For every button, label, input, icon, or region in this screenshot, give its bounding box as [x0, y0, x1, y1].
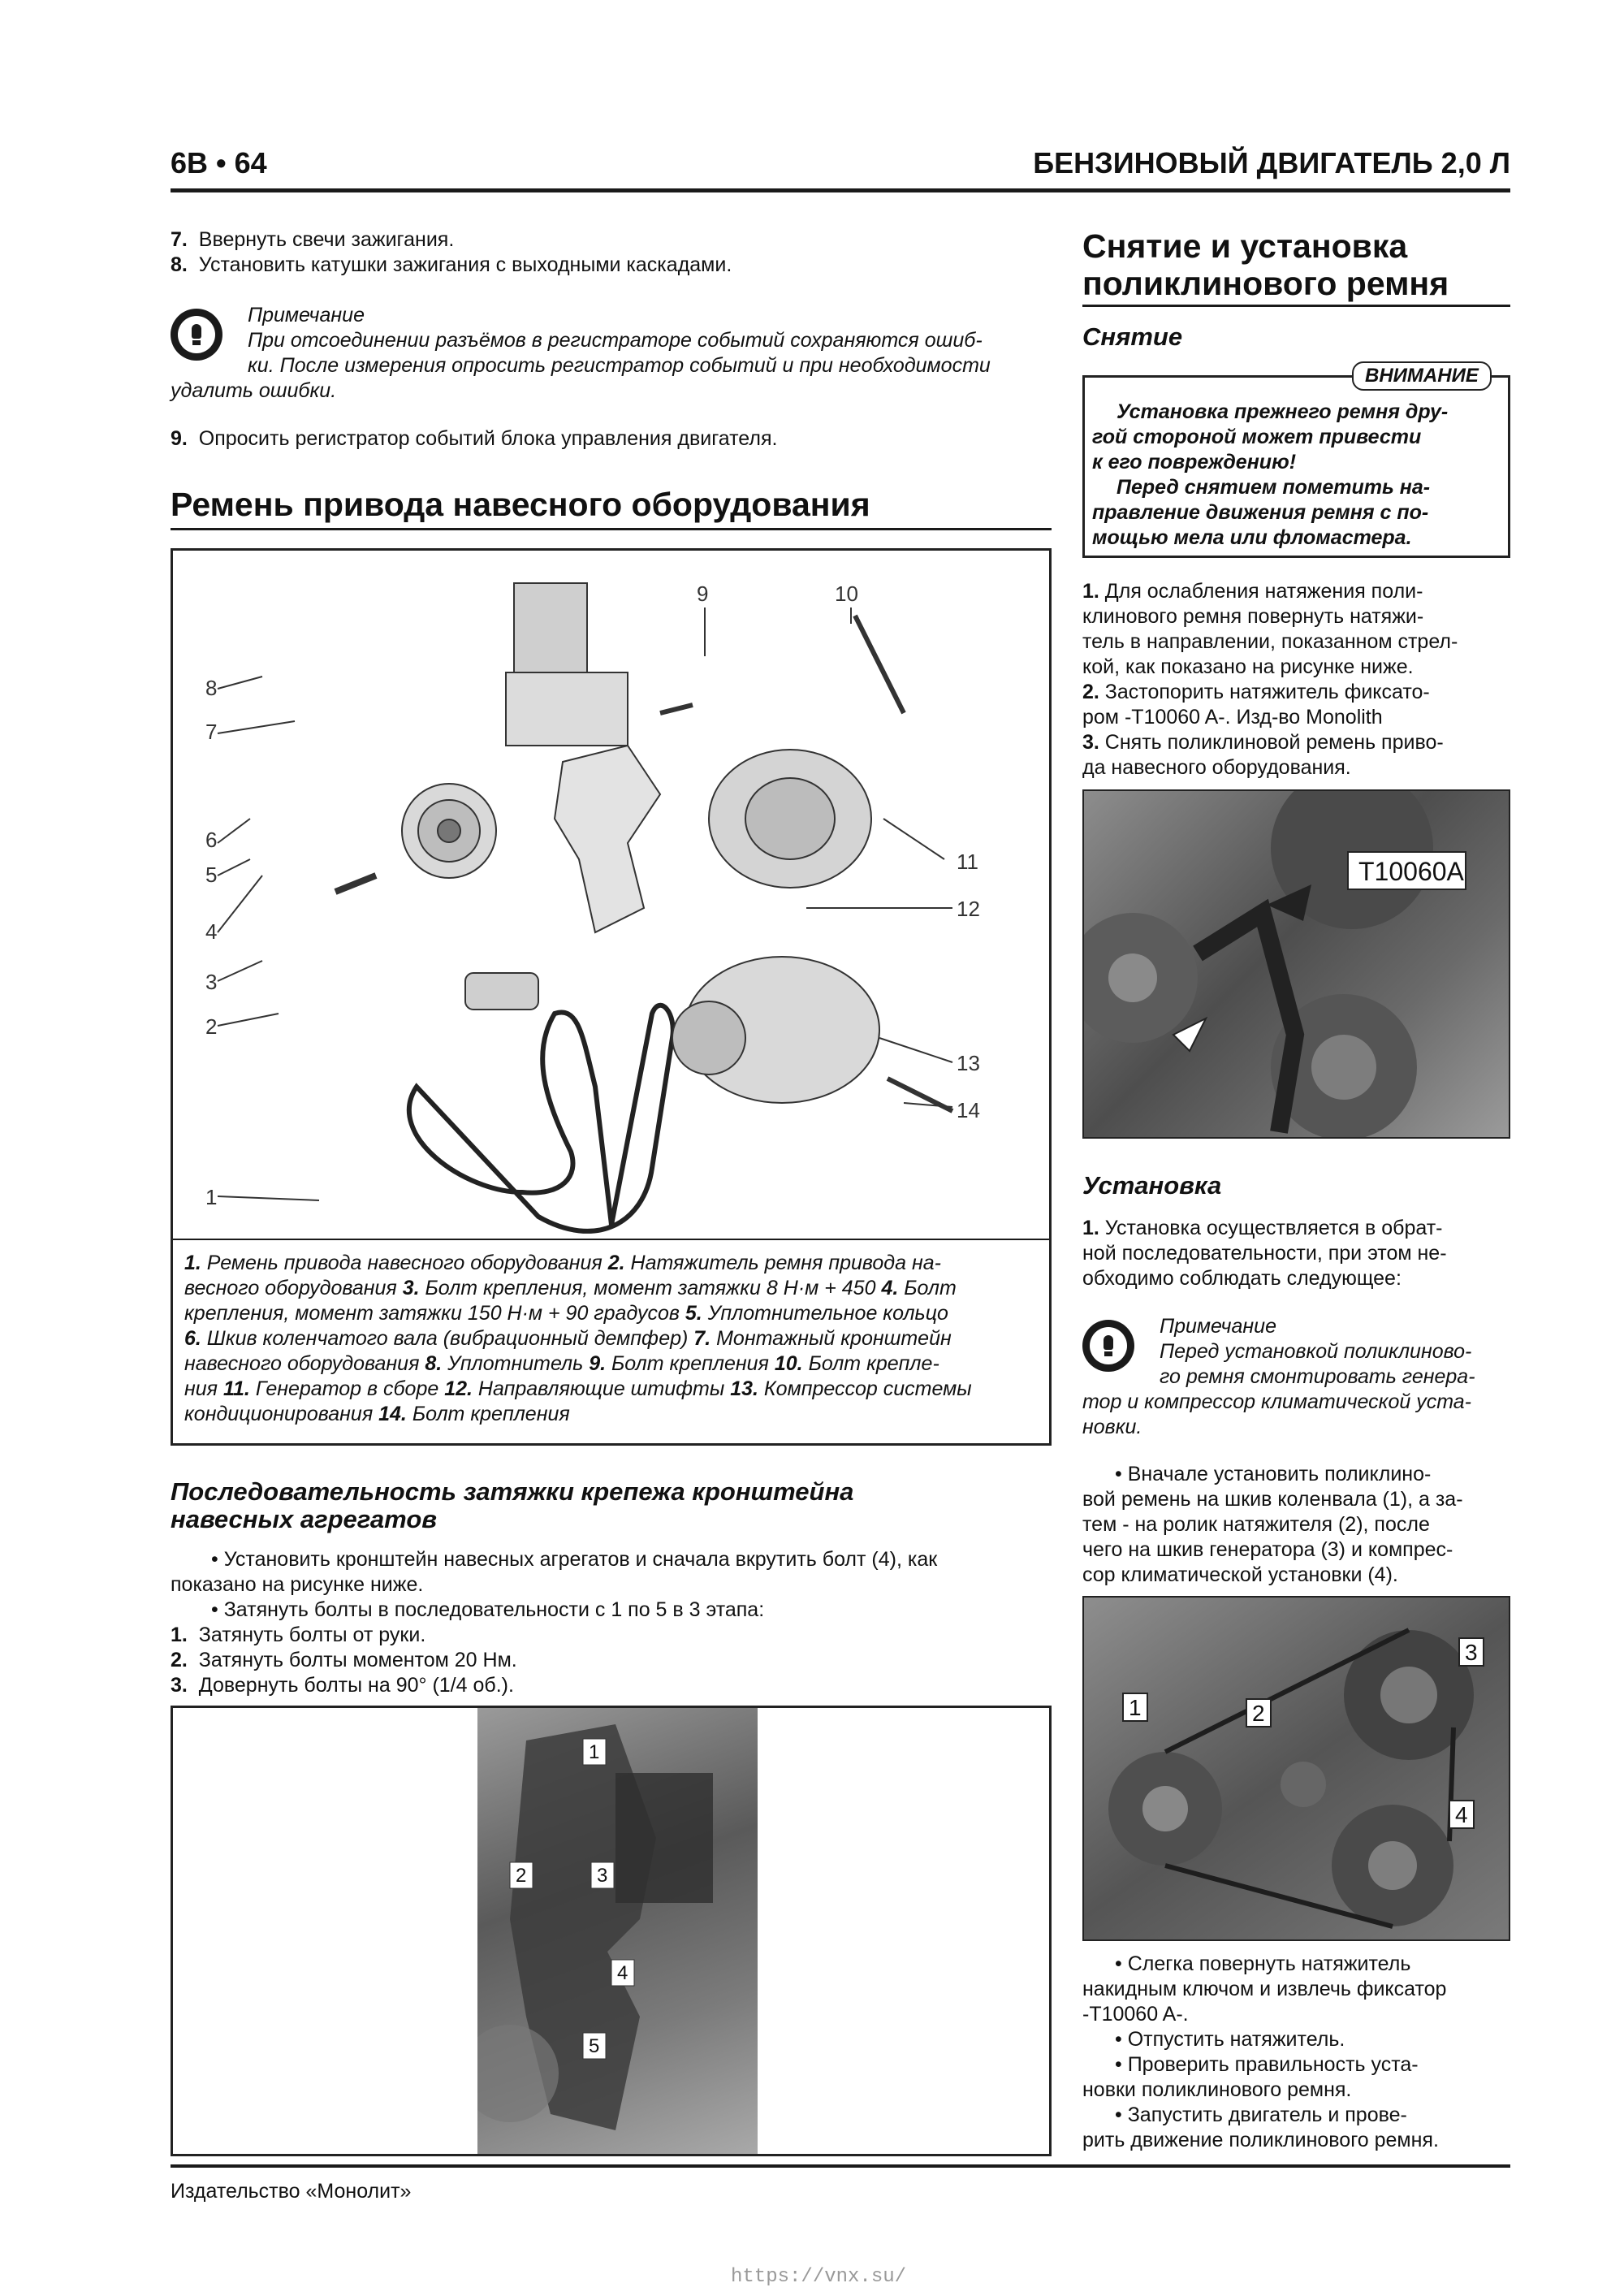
note1-line3: удалить ошибки. — [171, 379, 337, 402]
footer-rule — [171, 2164, 1510, 2168]
oil-filter-housing-shape — [514, 583, 587, 681]
fig2-label-2: 2 — [516, 1865, 527, 1887]
section-title: БЕНЗИНОВЫЙ ДВИГАТЕЛЬ 2,0 Л — [1033, 146, 1510, 179]
warning-tag: ВНИМАНИЕ — [1352, 361, 1492, 391]
fig2-label-4: 4 — [617, 1962, 628, 1984]
callout-1: 1 — [205, 1185, 218, 1209]
removal-steps: 1. Для ослабления натяжения поли- клинового ремня повернуть натяжи- тель в направлении, показанном стрел- кой, как показано на рисунке ниже. 2. Застопорить натяжитель фиксато- ром -T10060 A-. Изд-во Monolith 3. Снять поликлиновой ремень приво- да навесного оборудования. — [1082, 580, 1458, 779]
fig2-label-3: 3 — [597, 1865, 608, 1887]
belt-heading: Ремень привода навесного оборудования — [171, 486, 870, 523]
callout-11: 11 — [957, 850, 978, 874]
note2-icon — [1082, 1320, 1134, 1372]
caption-line-4: 6. Шкив коленчатого вала (вибрационный демпфер) 7. Монтажный кронштейн — [184, 1327, 952, 1350]
callout-9: 9 — [697, 582, 709, 606]
bracket-shape — [555, 746, 660, 932]
footer-url[interactable]: https://vnx.su/ — [731, 2266, 907, 2288]
install-heading: Установка — [1082, 1171, 1222, 1200]
right-heading-line1: Снятие и установка — [1082, 227, 1408, 265]
callout-2: 2 — [205, 1014, 218, 1039]
callout-5: 5 — [205, 863, 218, 887]
install-bullets-1: • Вначале установить поликлино- вой ремень на шкив коленвала (1), а за- тем - на ролик натяжителя (2), после чего на шкив генератора (3) и компрес- сор климатической установки (4). — [1082, 1463, 1463, 1586]
publisher: Издательство «Монолит» — [171, 2180, 412, 2203]
seq-step-3: 3. Довернуть болты на 90° (1/4 об.). — [171, 1674, 514, 1697]
photo2-label-1: 1 — [1129, 1695, 1142, 1720]
header-rule — [171, 188, 1510, 192]
caption-line-3: крепления, момент затяжки 150 Н·м + 90 градусов 5. Уплотнительное кольцо — [184, 1302, 948, 1325]
bolt-4-shape — [335, 876, 376, 892]
photo2-label-3: 3 — [1465, 1640, 1478, 1665]
caption-line-1: 1. Ремень привода навесного оборудования 2. Натяжитель ремня привода на- — [184, 1252, 941, 1274]
bolt-10-shape — [855, 616, 904, 713]
seq-step-1: 1. Затянуть болты от руки. — [171, 1624, 426, 1646]
caption-rule — [173, 1239, 1049, 1240]
callout-7: 7 — [205, 720, 218, 744]
belt-route-photo — [1082, 1596, 1510, 1941]
caption-line-6: ния 11. Генератор в сборе 12. Направляющие штифты 13. Компрессор системы — [184, 1377, 972, 1400]
tensioner-shape — [465, 973, 538, 1010]
figure2-frame — [171, 1706, 1052, 2156]
fig2-label-1: 1 — [589, 1741, 600, 1763]
install-bullets-2: • Слегка повернуть натяжитель накидным ключом и извлечь фиксатор -T10060 A-. • Отпустить натяжитель. • Проверить правильность уста- новки поликлинового ремня. • Запустить двигатель и прове- рить движение поликлинового ремня. — [1082, 1952, 1447, 2151]
callout-8: 8 — [205, 676, 218, 700]
right-heading-rule — [1082, 305, 1510, 307]
warning-text: Установка прежнего ремня дру- гой стороной может привести к его повреждению! Перед снятием пометить на- правление движения ремня с по- мощью мела или фломастера. — [1092, 400, 1449, 549]
callout-3: 3 — [205, 970, 218, 994]
removal-heading: Снятие — [1082, 322, 1183, 351]
note1-title: Примечание — [248, 304, 365, 326]
seq-heading-line2: навесных агрегатов — [171, 1505, 437, 1533]
belt-heading-rule — [171, 528, 1052, 530]
note-icon — [171, 309, 222, 361]
note2-line1: Перед установкой поликлиново- — [1160, 1340, 1472, 1363]
note2-title: Примечание — [1160, 1315, 1276, 1338]
tool-label: T10060A — [1358, 857, 1464, 886]
seq-heading-line1: Последовательность затяжки крепежа кронштейна — [171, 1477, 854, 1506]
seq-bullets: • Установить кронштейн навесных агрегатов и сначала вкрутить болт (4), как показано на рисунке ниже. • Затянуть болты в последовательности с 1 по 5 в 3 этапа: 1. Затянуть болты от руки. 2. Затянуть болты моментом 20 Нм. 3. Довернуть болты на 90° (1/4 об.). — [171, 1547, 1056, 1698]
note1-line2: ки. После измерения опросить регистратор событий и при необходимости — [248, 354, 991, 377]
note1-line1: При отсоединении разъёмов в регистраторе событий сохраняются ошиб- — [248, 329, 983, 352]
caption-line-2: весного оборудования 3. Болт крепления, момент затяжки 8 Н·м + 450 4. Болт — [184, 1277, 957, 1299]
photo2-label-2: 2 — [1252, 1701, 1265, 1726]
page-number: 6B • 64 — [171, 146, 267, 179]
callout-12: 12 — [957, 897, 980, 921]
step-7: 7. Ввернуть свечи зажигания. — [171, 228, 455, 251]
seq-step-2: 2. Затянуть болты моментом 20 Нм. — [171, 1649, 517, 1671]
callout-10: 10 — [835, 582, 858, 606]
bracket-photo — [477, 1708, 758, 2154]
belt-exploded-diagram — [173, 551, 1049, 1237]
right-heading-line2: поликлинового ремня — [1082, 265, 1449, 302]
caption-line-7: кондиционирования 14. Болт крепления — [184, 1403, 570, 1425]
step-8: 8. Установить катушки зажигания с выходными каскадами. — [171, 253, 732, 276]
figure1-caption — [184, 1251, 1037, 1427]
callout-6: 6 — [205, 828, 218, 852]
caption-line-5: навесного оборудования 8. Уплотнитель 9. Болт крепления 10. Болт крепле- — [184, 1352, 939, 1375]
callout-4: 4 — [205, 919, 218, 944]
tensioner-photo — [1082, 789, 1510, 1139]
belt-shape — [409, 1005, 673, 1231]
callout-13: 13 — [957, 1051, 980, 1075]
note2-line4: новки. — [1082, 1416, 1142, 1438]
step-9: 9. Опросить регистратор событий блока управления двигателя. — [171, 427, 778, 450]
steps-top — [171, 227, 1064, 278]
note2-line3: тор и компрессор климатической уста- — [1082, 1390, 1472, 1413]
fig2-label-5: 5 — [589, 2035, 600, 2057]
figure1-frame — [171, 548, 1052, 1446]
install-steps: 1. Установка осуществляется в обрат- ной последовательности, при этом не- обходимо соблюдать следующее: — [1082, 1217, 1447, 1290]
callout-14: 14 — [957, 1098, 980, 1122]
photo2-label-4: 4 — [1455, 1802, 1468, 1827]
note2-line2: го ремня смонтировать генера- — [1160, 1365, 1475, 1388]
